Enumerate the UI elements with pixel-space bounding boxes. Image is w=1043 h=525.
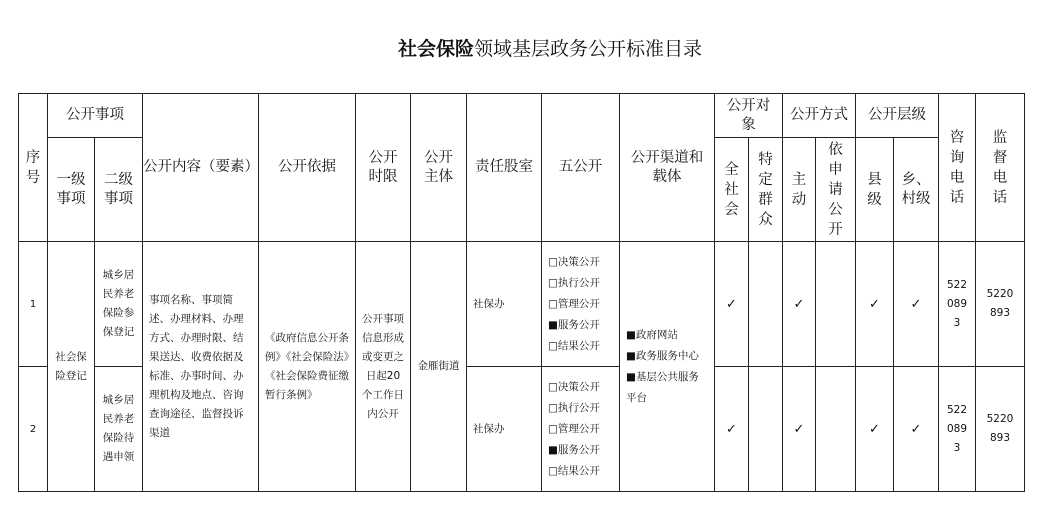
- consult-phone: 5220893: [939, 242, 976, 367]
- document-title: [0, 34, 1043, 61]
- header-level-county: 县级: [856, 138, 894, 242]
- check-method-active: ✓: [783, 242, 816, 367]
- header-level1: 一级事项: [48, 138, 95, 242]
- header-channel: 公开渠道和载体: [620, 94, 715, 242]
- header-seq: 序号: [19, 94, 48, 242]
- check-level-county: ✓: [856, 367, 894, 492]
- level1-item: 社会保险登记: [48, 242, 95, 492]
- supervise-phone: 5220893: [976, 242, 1025, 367]
- header-basis: 公开依据: [259, 94, 356, 242]
- five-item: □执行公开: [548, 401, 600, 414]
- consult-phone: 5220893: [939, 367, 976, 492]
- header-subject: 公开主体: [411, 94, 467, 242]
- header-target-group: 特定群众: [749, 138, 783, 242]
- check-target-all: ✓: [715, 367, 749, 492]
- dept-cell: 社保办: [467, 242, 542, 367]
- header-level: 公开层级: [856, 94, 939, 138]
- check-level-county: ✓: [856, 242, 894, 367]
- channel-item: ■政府网站: [626, 328, 678, 341]
- five-item: □决策公开: [548, 380, 600, 393]
- title-bold: 社会保险: [397, 38, 474, 60]
- header-dept: 责任股室: [467, 94, 542, 242]
- header-five: 五公开: [542, 94, 620, 242]
- header-supervise: 监督电话: [976, 94, 1025, 242]
- header-target: 公开对象: [715, 94, 783, 138]
- header-method-active: 主动: [783, 138, 816, 242]
- supervise-phone: 5220893: [976, 367, 1025, 492]
- five-item: □决策公开: [548, 255, 600, 268]
- header-target-all: 全社会: [715, 138, 749, 242]
- level2-item: 城乡居民养老保险参保登记: [95, 242, 143, 367]
- five-item: □结果公开: [548, 339, 600, 352]
- header-content: 公开内容（要素）: [143, 94, 259, 242]
- basis-cell: 《政府信息公开条例》《社会保险法》《社会保险费征缴暂行条例》: [259, 242, 356, 492]
- header-time-limit: 公开时限: [356, 94, 411, 242]
- check-level-town: ✓: [894, 242, 939, 367]
- row-seq: 2: [19, 367, 48, 492]
- header-matter: 公开事项: [48, 94, 143, 138]
- header-consult: 咨询电话: [939, 94, 976, 242]
- check-target-all: ✓: [715, 242, 749, 367]
- header-method-request: 依申请公开: [816, 138, 856, 242]
- table-row: [19, 242, 1025, 367]
- level2-item: 城乡居民养老保险待遇申领: [95, 367, 143, 492]
- channel-list: [620, 242, 715, 492]
- five-item: ■服务公开: [548, 318, 600, 331]
- five-list: [542, 367, 620, 492]
- title-rest: 领域基层政务公开标准目录: [474, 38, 703, 60]
- five-item: □结果公开: [548, 464, 600, 477]
- header-method: 公开方式: [783, 94, 856, 138]
- check-target-group: [749, 242, 783, 367]
- five-item: □执行公开: [548, 276, 600, 289]
- time-limit-cell: 公开事项信息形成或变更之日起20个工作日内公开: [356, 242, 411, 492]
- channel-item: ■政务服务中心: [626, 349, 699, 362]
- check-target-group: [749, 367, 783, 492]
- five-list: [542, 242, 620, 367]
- check-method-request: [816, 242, 856, 367]
- check-method-active: ✓: [783, 367, 816, 492]
- dept-cell: 社保办: [467, 367, 542, 492]
- content-cell: 事项名称、事项简述、办理材料、办理方式、办理时限、结果送达、收费依据及标准、办事时间、办理机构及地点、咨询查询途径、监督投诉渠道: [143, 242, 259, 492]
- check-method-request: [816, 367, 856, 492]
- channel-item: ■基层公共服务平台: [626, 370, 699, 404]
- five-item: □管理公开: [548, 422, 600, 435]
- catalog-table: [18, 93, 1025, 492]
- check-level-town: ✓: [894, 367, 939, 492]
- row-seq: 1: [19, 242, 48, 367]
- header-level-town: 乡、村级: [894, 138, 939, 242]
- header-level2: 二级事项: [95, 138, 143, 242]
- subject-cell: 金雁街道: [411, 242, 467, 492]
- five-item: ■服务公开: [548, 443, 600, 456]
- five-item: □管理公开: [548, 297, 600, 310]
